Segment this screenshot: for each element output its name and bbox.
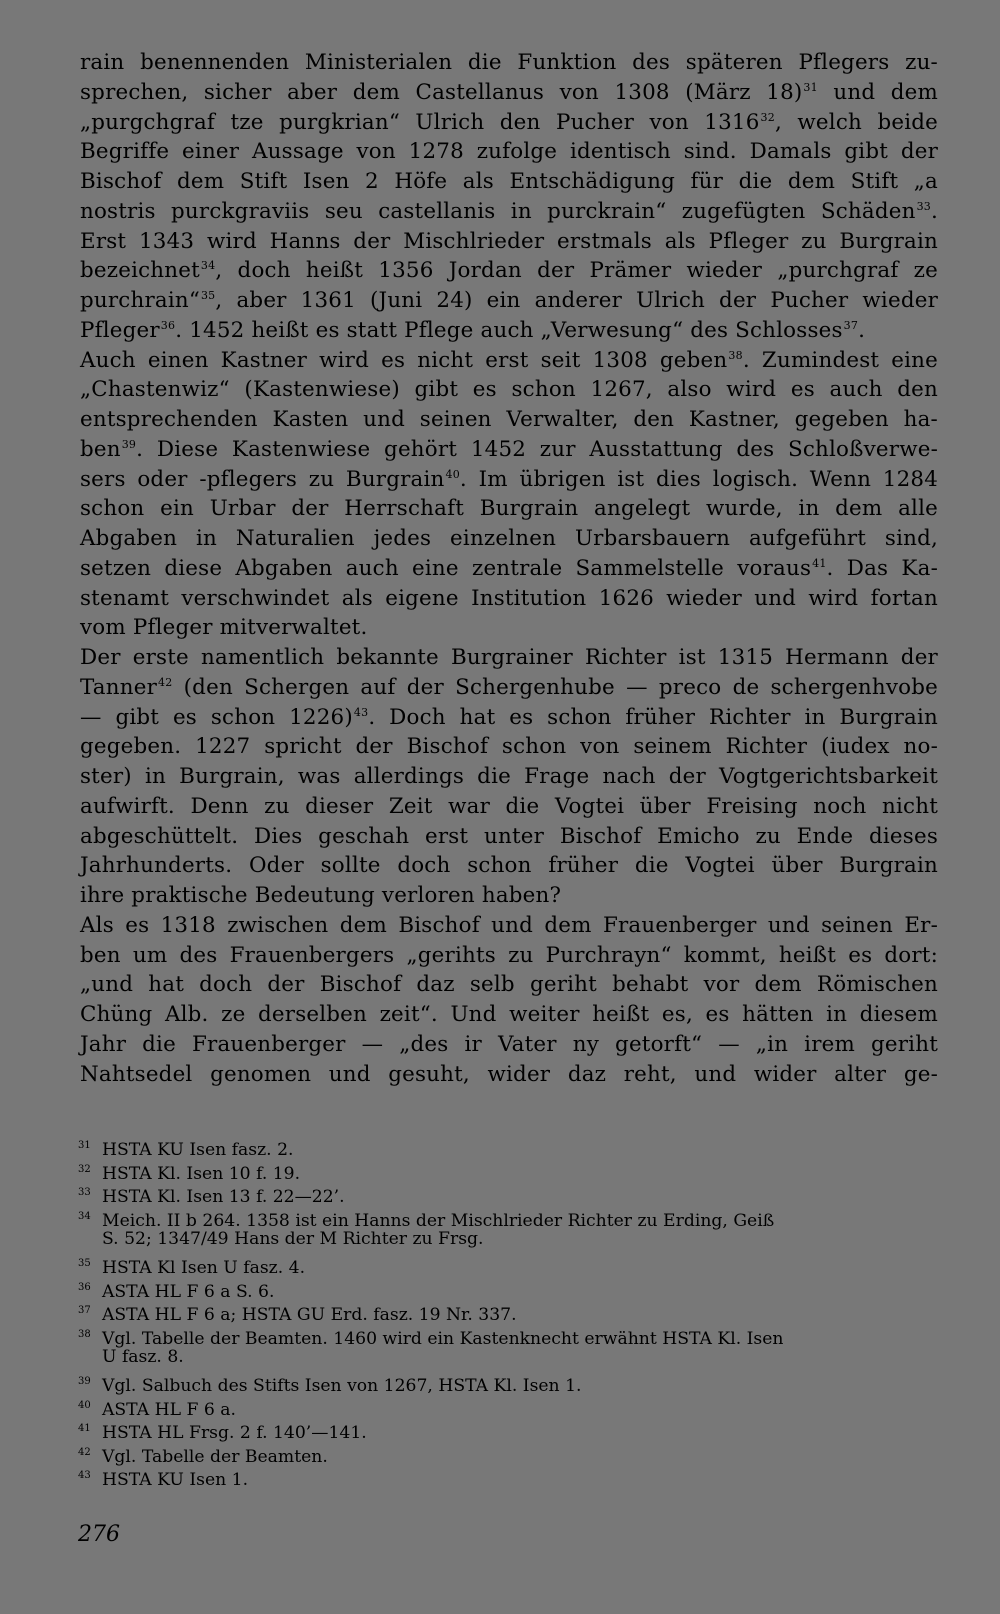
text-line: gegeben. 1227 spricht der Bischof schon von seinem Richter (iudex no- xyxy=(80,734,938,760)
footnote-ref: 35 xyxy=(200,289,216,302)
footnote xyxy=(78,1181,938,1208)
text-line: entsprechenden Kasten und seinen Verwalter, den Kastner, gegeben ha- xyxy=(80,407,938,432)
footnote-ref: 33 xyxy=(916,199,931,213)
footnote-text: HSTA HL Frsg. 2 f. 140’—141. xyxy=(102,1423,367,1444)
footnote-text: HSTA KU Isen fasz. 2. xyxy=(102,1140,294,1160)
text-line: aufwirft. Denn zu dieser Zeit war die Vogtei über Freising noch nicht xyxy=(80,793,938,819)
footnote xyxy=(78,1134,938,1158)
footnote xyxy=(78,1252,938,1276)
footnote xyxy=(78,1441,938,1465)
text-line: sprechen, sicher aber dem Castellanus von 1308 (März 18)$^{31}$ und dem xyxy=(80,79,938,105)
text-line: rain benennenden Ministerialen die Funktion des späteren Pflegers zu- xyxy=(80,50,938,75)
footnote-text: S. 52; 1347/49 Hans der M Richter zu Frsg. xyxy=(102,1229,484,1250)
text-line: abgeschüttelt. Dies geschah erst unter Bischof Emicho zu Ende dieses xyxy=(80,823,938,849)
footnote xyxy=(78,1276,938,1300)
footnote-number: 33 xyxy=(78,1187,91,1199)
footnote-number: 31 xyxy=(78,1140,91,1151)
footnote-number: 40 xyxy=(78,1399,91,1411)
footnote-text: Vgl. Salbuch des Stifts Isen von 1267, HSTA Kl. Isen 1. xyxy=(102,1375,582,1396)
footnote-number: 43 xyxy=(78,1470,91,1482)
footnote-number: 39 xyxy=(78,1375,91,1387)
footnote xyxy=(78,1299,938,1326)
footnote xyxy=(78,1205,938,1229)
footnote xyxy=(78,1464,938,1491)
text-line: nostris purckgraviis seu castellanis in purckrain“ zugefügten Schäden$^{33}$. xyxy=(80,198,938,224)
text-line: ihre praktische Bedeutung verloren haben? xyxy=(80,883,562,908)
footnote-text: Vgl. Tabelle der Beamten. 1460 wird ein Kastenknecht erwähnt HSTA Kl. Isen xyxy=(102,1328,784,1349)
footnote-ref: 36 xyxy=(160,318,176,332)
footnote-ref: 43 xyxy=(353,705,369,719)
footnote-ref: 39 xyxy=(121,437,137,451)
footnote-number: 32 xyxy=(78,1163,91,1175)
text-line: Bischof dem Stift Isen 2 Höfe als Entschädigung für die dem Stift „a xyxy=(80,169,938,194)
text-line: Chüng Alb. ze derselben zeit“. Und weiter heißt es, es hätten in diesem xyxy=(80,1002,938,1027)
footnote-ref: 42 xyxy=(158,675,173,689)
footnote-text: U fasz. 8. xyxy=(102,1347,184,1368)
text-line: Jahr die Frauenberger — „des ir Vater ny getorft“ — „in irem geriht xyxy=(80,1031,938,1057)
footnote xyxy=(78,1370,938,1394)
text-line: Als es 1318 zwischen dem Bischof und dem Frauenberger und seinen Er- xyxy=(80,912,938,938)
text-line: Tanner$^{42}$ (den Schergen auf der Schergenhube — preco de schergenhvobe xyxy=(80,674,938,700)
footnote-ref: 37 xyxy=(843,318,859,332)
text-line: purchrain“$^{35}$, aber 1361 (Juni 24) ein anderer Ulrich der Pucher wieder xyxy=(80,288,938,313)
footnote-text: ASTA HL F 6 a S. 6. xyxy=(102,1281,275,1302)
text-line: sers oder -pflegers zu Burgrain$^{40}$. Im übrigen ist dies logisch. Wenn 1284 xyxy=(80,466,938,492)
footnote-number: 37 xyxy=(78,1305,91,1317)
footnote-text: HSTA Kl. Isen 10 f. 19. xyxy=(102,1163,301,1184)
footnote-text: HSTA Kl Isen U fasz. 4. xyxy=(102,1257,306,1278)
footnote xyxy=(78,1417,938,1444)
footnote-ref: 38 xyxy=(728,348,743,362)
text-line: „Chastenwiz“ (Kastenwiese) gibt es schon 1267, also wird es auch den xyxy=(80,377,938,403)
text-line: setzen diese Abgaben auch eine zentrale Sammelstelle voraus$^{41}$. Das Ka- xyxy=(80,555,938,581)
text-line: Abgaben in Naturalien jedes einzelnen Urbarsbauern aufgeführt sind, xyxy=(80,526,938,551)
page-number: 276 xyxy=(78,1522,120,1547)
text-line: Nahtsedel genomen und gesuht, wider daz reht, und wider alter ge- xyxy=(80,1061,938,1087)
footnotes xyxy=(78,1134,938,1491)
main-text xyxy=(80,48,938,1089)
footnote-ref: 40 xyxy=(445,467,460,481)
footnote-ref: 41 xyxy=(812,556,827,570)
footnote-number: 35 xyxy=(78,1257,91,1269)
footnote-ref: 34 xyxy=(200,259,216,273)
text-line: „und hat doch der Bischof daz selb geriht behabt vor dem Römischen xyxy=(80,972,938,998)
text-line: ben um des Frauenbergers „gerihts zu Purchrayn“ kommt, heißt es dort: xyxy=(80,942,938,968)
text-line: Der erste namentlich bekannte Burgrainer Richter ist 1315 Hermann der xyxy=(80,645,938,670)
text-line: Pfleger$^{36}$. 1452 heißt es statt Pflege auch „Verwesung“ des Schlosses$^{37}$. xyxy=(80,317,866,343)
footnote xyxy=(78,1158,938,1182)
footnote-number: 38 xyxy=(78,1328,91,1340)
text-line: ben$^{39}$. Diese Kastenwiese gehört 1452 zur Ausstattung des Schloßverwe- xyxy=(80,436,938,462)
footnote-number: 41 xyxy=(78,1423,91,1435)
text-line: vom Pfleger mitverwaltet. xyxy=(80,615,368,641)
footnote-text: HSTA KU Isen 1. xyxy=(102,1470,249,1491)
footnote-number: 34 xyxy=(78,1210,91,1222)
text-line: „purgchgraf tze purgkrian“ Ulrich den Pucher von 1316$^{32}$, welch beide xyxy=(80,109,938,135)
footnote xyxy=(78,1323,938,1347)
footnote-text: Meich. II b 264. 1358 ist ein Hanns der Mischlrieder Richter zu Erding, Geiß xyxy=(102,1210,775,1231)
text-line: stenamt verschwindet als eigene Institution 1626 wieder und wird fortan xyxy=(80,585,938,611)
text-line: schon ein Urbar der Herrschaft Burgrain angelegt wurde, in dem alle xyxy=(80,496,938,522)
text-line: Auch einen Kastner wird es nicht erst seit 1308 geben$^{38}$. Zumindest eine xyxy=(80,347,938,373)
text-line: bezeichnet$^{34}$, doch heißt 1356 Jordan der Prämer wieder „purchgraf ze xyxy=(80,258,938,284)
footnote-text: ASTA HL F 6 a; HSTA GU Erd. fasz. 19 Nr. 337. xyxy=(102,1305,517,1326)
footnote-ref: 31 xyxy=(803,80,818,94)
footnote-text: HSTA Kl. Isen 13 f. 22—22’. xyxy=(102,1187,345,1208)
text-line: Erst 1343 wird Hanns der Mischlrieder erstmals als Pfleger zu Burgrain xyxy=(80,228,938,254)
footnote-ref: 32 xyxy=(760,110,775,124)
footnote-text: ASTA HL F 6 a. xyxy=(102,1399,236,1420)
footnote-number: 42 xyxy=(78,1446,91,1458)
text-line: ster) in Burgrain, was allerdings die Frage nach der Vogtgerichtsbarkeit xyxy=(80,764,938,789)
footnote-number: 36 xyxy=(78,1281,91,1293)
footnote-text: Vgl. Tabelle der Beamten. xyxy=(102,1446,328,1467)
text-line: — gibt es schon 1226)$^{43}$. Doch hat es schon früher Richter in Burgrain xyxy=(80,704,938,730)
text-line: Begriffe einer Aussage von 1278 zufolge identisch sind. Damals gibt der xyxy=(80,139,938,165)
text-line: Jahrhunderts. Oder sollte doch schon früher die Vogtei über Burgrain xyxy=(80,853,938,879)
